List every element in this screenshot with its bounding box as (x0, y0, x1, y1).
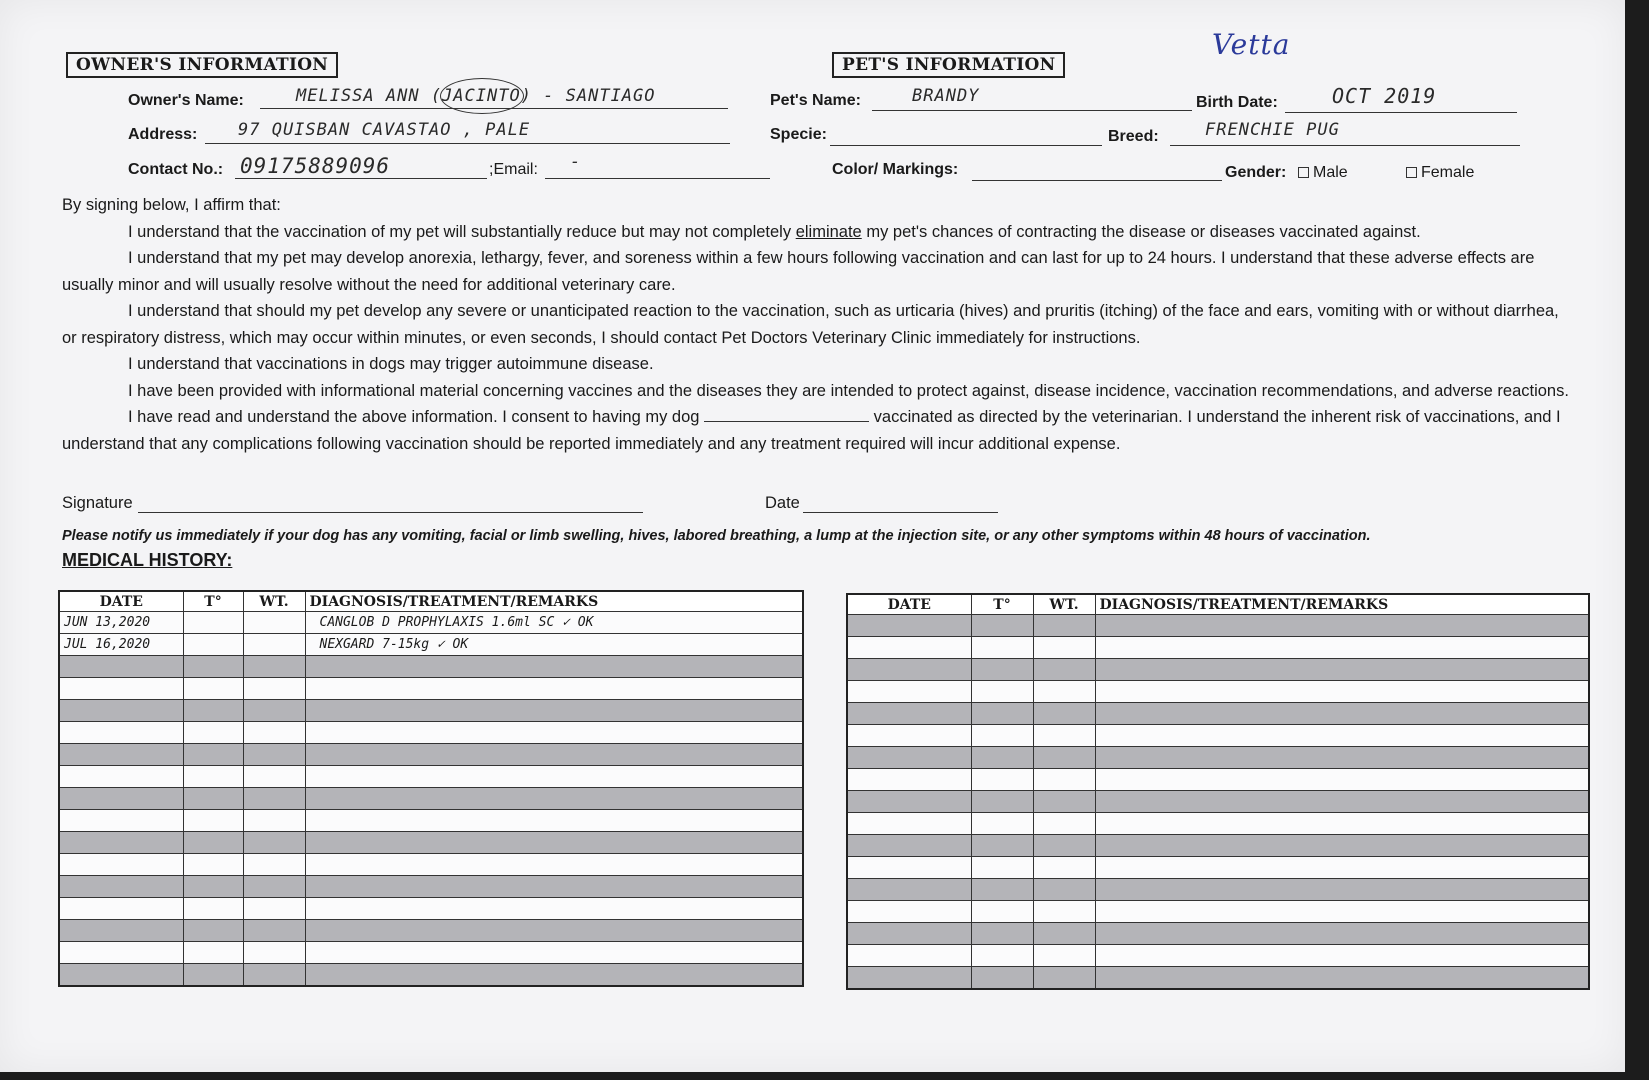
consent-paragraph-4: I understand that vaccinations in dogs may trigger autoimmune disease. (128, 355, 654, 373)
consent-paragraph-2: I understand that my pet may develop anorexia, lethargy, fever, and soreness within a few hours following vaccination and can last for up to 24 hours. I understand that these adverse effects are usually minor and will usually resolve without the need for additional veterinary care. (62, 249, 1535, 294)
table-row (59, 744, 803, 766)
table-row (847, 615, 1589, 637)
table-row (847, 923, 1589, 945)
p1-underlined: eliminate (795, 222, 862, 241)
color-markings-line (972, 180, 1222, 181)
owner-name-label: Owner's Name: (128, 92, 244, 109)
table-row (59, 964, 803, 987)
col-remarks: DIAGNOSIS/TREATMENT/REMARKS (305, 591, 803, 612)
table-row (59, 678, 803, 700)
table-row (59, 832, 803, 854)
table-row (59, 920, 803, 942)
pet-info-heading: PET'S INFORMATION (832, 52, 1065, 78)
entry-date[interactable]: JUL 16,2020 (59, 634, 183, 656)
entry-remarks[interactable]: CANGLOB D PROPHYLAXIS 1.6ml SC ✓ OK (305, 612, 803, 634)
entry-temp[interactable] (183, 634, 243, 656)
col-remarks: DIAGNOSIS/TREATMENT/REMARKS (1095, 594, 1589, 615)
consent-paragraph-3: I understand that should my pet develop any severe or unanticipated reaction to the vaccination, such as urticaria (hives) and pruritis (itching) of the face and ears, vomiting with or without diarrhea, or respiratory distress, which may occur within minutes, or even seconds, I should contact Pet Doctors Veterinary Clinic immediately for instructions. (62, 302, 1559, 347)
gender-male-option[interactable] (1298, 164, 1348, 182)
breed-line (1170, 145, 1520, 146)
table-row (59, 656, 803, 678)
medical-history-table-left (58, 590, 804, 987)
col-temp: T° (183, 591, 243, 612)
email-label: ;Email: (489, 161, 538, 178)
table-row (847, 637, 1589, 659)
warning-note: Please notify us immediately if your dog has any vomiting, facial or limb swelling, hives, labored breathing, a lump at the injection site, or any other symptoms within 48 hours of vaccination. (62, 528, 1371, 544)
table-row (847, 901, 1589, 923)
pet-name-line (872, 110, 1192, 111)
table-row (847, 681, 1589, 703)
entry-remarks[interactable]: NEXGARD 7-15kg ✓ OK (305, 634, 803, 656)
email-line (545, 178, 770, 179)
table-row (847, 747, 1589, 769)
owner-info-heading: OWNER'S INFORMATION (66, 52, 338, 78)
col-date: DATE (847, 594, 971, 615)
pet-name-value[interactable]: BRANDY (912, 86, 980, 106)
owner-name-value[interactable]: MELISSA ANN (JACINTO) - SANTIAGO (296, 86, 656, 106)
address-label: Address: (128, 126, 198, 143)
specie-line (830, 145, 1102, 146)
color-markings-label: Color/ Markings: (832, 161, 959, 178)
birth-date-value[interactable]: OCT 2019 (1332, 84, 1437, 108)
table-row (847, 659, 1589, 681)
table-row (847, 769, 1589, 791)
table-row (847, 879, 1589, 901)
table-row (847, 967, 1589, 990)
email-value[interactable]: - (570, 152, 582, 172)
consent-intro: By signing below, I affirm that: (62, 196, 281, 214)
table-row (59, 766, 803, 788)
consent-paragraph-5: I have been provided with informational material concerning vaccines and the diseases they are intended to protect against, disease incidence, vaccination recommendations, and adverse reactions. (128, 381, 1569, 400)
consent-paragraph-1 (62, 219, 1577, 246)
gender-label: Gender: (1225, 164, 1287, 181)
date-line[interactable] (803, 512, 998, 513)
table-row (847, 813, 1589, 835)
table-row (847, 835, 1589, 857)
consent-paragraph-6 (62, 404, 1577, 457)
contact-line (235, 178, 487, 179)
col-temp: T° (971, 594, 1033, 615)
table-row (847, 945, 1589, 967)
dog-name-blank[interactable] (704, 407, 869, 422)
address-value[interactable]: 97 QUISBAN CAVASTAO , PALE (238, 120, 531, 140)
male-label: Male (1313, 164, 1348, 181)
gender-female-option[interactable] (1406, 164, 1474, 182)
table-row (59, 634, 803, 656)
p6-part-b: vaccinated as directed by the veterinarian. I understand the inherent risk of vaccinations, and I understand that any complications following vaccination should be reported immediately and any treatment required will incur additional expense. (62, 408, 1561, 453)
signature-label: Signature (62, 494, 133, 512)
table-row (59, 898, 803, 920)
breed-label: Breed: (1108, 128, 1159, 145)
breed-value[interactable]: FRENCHIE PUG (1205, 120, 1340, 140)
entry-temp[interactable] (183, 612, 243, 634)
contact-label: Contact No.: (128, 161, 224, 178)
female-label: Female (1421, 164, 1475, 181)
table-row (847, 703, 1589, 725)
table-row (59, 612, 803, 634)
address-line (205, 143, 730, 144)
table-row (847, 791, 1589, 813)
table-row (847, 725, 1589, 747)
p6-part-a: I have read and understand the above information. I consent to having my dog (128, 408, 700, 426)
table-row (59, 942, 803, 964)
contact-value[interactable]: 09175889096 (240, 154, 391, 178)
table-row (847, 857, 1589, 879)
entry-date[interactable]: JUN 13,2020 (59, 612, 183, 634)
birth-date-line (1285, 112, 1517, 113)
birth-date-label: Birth Date: (1196, 94, 1278, 111)
p1-part-b: my pet's chances of contracting the disease or diseases vaccinated against. (861, 222, 1421, 241)
circled-name-mark (440, 78, 524, 114)
table-row (59, 876, 803, 898)
table-row (59, 810, 803, 832)
entry-weight[interactable] (243, 634, 305, 656)
p1-part-a: I understand that the vaccination of my pet will substantially reduce but may not completely (128, 222, 796, 241)
date-label: Date (765, 494, 800, 512)
medical-history-heading: MEDICAL HISTORY: (62, 550, 233, 570)
table-row (59, 722, 803, 744)
entry-weight[interactable] (243, 612, 305, 634)
female-checkbox-icon (1406, 167, 1417, 178)
col-date: DATE (59, 591, 183, 612)
signature-line[interactable] (138, 512, 643, 513)
col-weight: WT. (243, 591, 305, 612)
specie-label: Specie: (770, 126, 827, 143)
col-weight: WT. (1033, 594, 1095, 615)
consent-text (62, 192, 1577, 457)
male-checkbox-icon (1298, 167, 1309, 178)
table-row (59, 854, 803, 876)
medical-history-table-right (846, 593, 1590, 990)
table-row (59, 700, 803, 722)
table-row (59, 788, 803, 810)
vet-annotation: Vetta (1212, 28, 1291, 61)
pet-name-label: Pet's Name: (770, 92, 861, 109)
